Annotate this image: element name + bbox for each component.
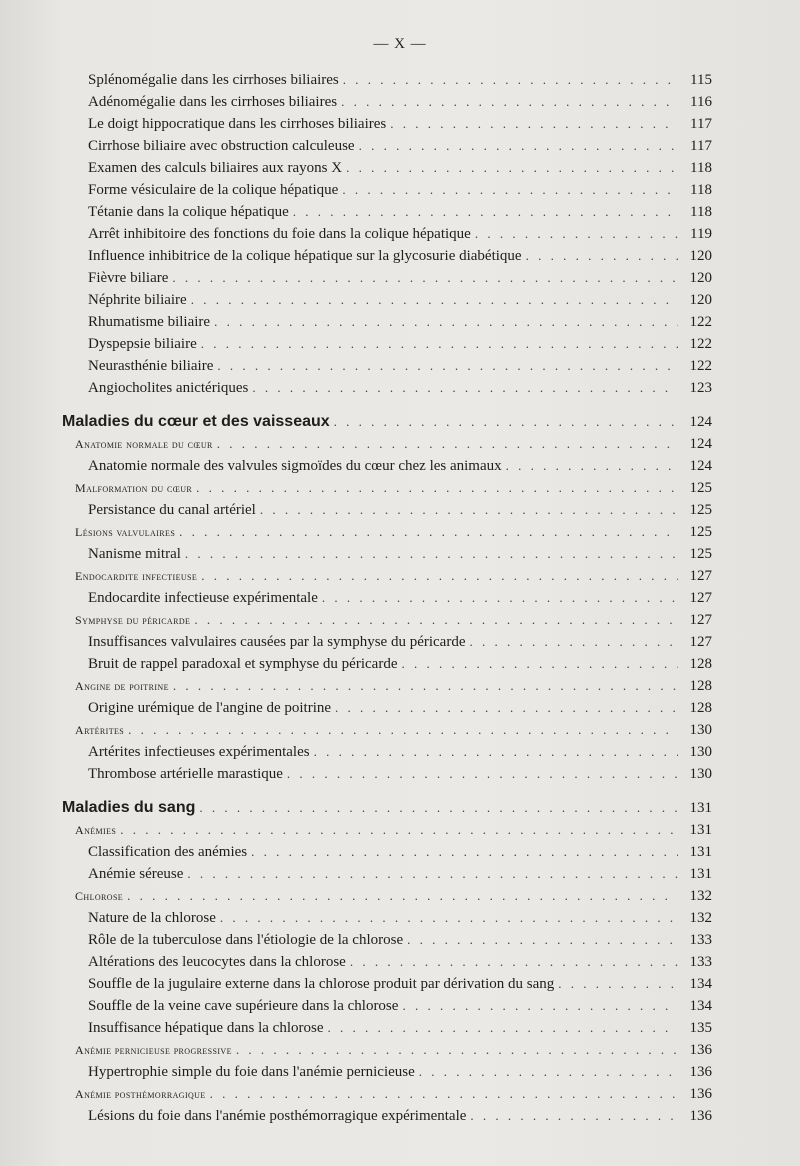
toc-entry xyxy=(62,91,712,113)
entry-label: Origine urémique de l'angine de poitrine xyxy=(88,700,332,716)
category-entry xyxy=(62,885,712,907)
entry-label: Nanisme mitral xyxy=(88,546,181,562)
page-number: 118 xyxy=(690,182,712,198)
page-number: 127 xyxy=(689,568,712,584)
entry-label: Thrombose artérielle marastique xyxy=(88,766,283,782)
toc-entry xyxy=(62,377,712,399)
page-number: 133 xyxy=(689,932,712,948)
toc-entry xyxy=(62,863,712,885)
entry-label: Neurasthénie biliaire xyxy=(88,358,214,374)
entry-label: Adénomégalie dans les cirrhoses biliaires xyxy=(88,94,338,110)
page-number: 128 xyxy=(689,656,712,672)
dot-leader xyxy=(201,565,678,587)
entry-label: Anémie posthémorragique xyxy=(75,1087,206,1101)
page-number: 120 xyxy=(689,292,712,308)
toc-entry xyxy=(62,179,712,201)
page-number: 115 xyxy=(690,72,712,88)
page-number: 134 xyxy=(689,998,712,1014)
entry-label: Souffle de la veine cave supérieure dans la chlorose xyxy=(88,998,399,1014)
entry-label: Artérites xyxy=(75,723,125,737)
dot-leader xyxy=(251,841,678,863)
page-number: 130 xyxy=(689,766,712,782)
page-number: 124 xyxy=(689,458,712,474)
page-number: 128 xyxy=(689,678,712,694)
dot-leader xyxy=(335,697,678,719)
dot-leader xyxy=(506,455,678,477)
page-number: 125 xyxy=(689,546,712,562)
category-entry xyxy=(62,565,712,587)
entry-label: Anémie pernicieuse progressive xyxy=(75,1043,232,1057)
dot-leader xyxy=(475,223,678,245)
page-number: 116 xyxy=(690,94,712,110)
dot-leader xyxy=(327,1017,678,1039)
toc-entry xyxy=(62,1061,712,1083)
entry-label: Lésions du foie dans l'anémie posthémorragique expérimentale xyxy=(88,1108,467,1124)
dot-leader xyxy=(287,763,678,785)
page-number: 133 xyxy=(689,954,712,970)
entry-label: Nature de la chlorose xyxy=(88,910,216,926)
toc-entry xyxy=(62,1017,712,1039)
entry-label: Bruit de rappel paradoxal et symphyse du péricarde xyxy=(88,656,398,672)
entry-label: Chlorose xyxy=(75,889,124,903)
category-entry xyxy=(62,433,712,455)
entry-label: Anémies xyxy=(75,823,117,837)
page-number: 123 xyxy=(689,380,712,396)
dot-leader xyxy=(470,631,679,653)
toc-entry xyxy=(62,245,712,267)
toc-entry xyxy=(62,69,712,91)
page-number: 127 xyxy=(689,612,712,628)
dot-leader xyxy=(470,1105,678,1127)
entry-label: Angine de poitrine xyxy=(75,679,169,693)
dot-leader xyxy=(201,333,678,355)
dot-leader xyxy=(526,245,678,267)
page-number: 120 xyxy=(689,270,712,286)
toc-entry xyxy=(62,587,712,609)
dot-leader xyxy=(558,973,678,995)
page-number: 131 xyxy=(689,866,712,882)
toc-entry xyxy=(62,841,712,863)
dot-leader xyxy=(210,1083,678,1105)
dot-leader xyxy=(217,433,678,455)
page-number: 128 xyxy=(689,700,712,716)
toc-entry xyxy=(62,333,712,355)
toc-entry xyxy=(62,929,712,951)
dot-leader xyxy=(191,289,678,311)
section-heading xyxy=(62,797,712,819)
toc-entry xyxy=(62,763,712,785)
entry-label: Insuffisances valvulaires causées par la symphyse du péricarde xyxy=(88,634,466,650)
page-number: 136 xyxy=(689,1108,712,1124)
page-number: 122 xyxy=(689,314,712,330)
page-number: 125 xyxy=(689,524,712,540)
entry-label: Examen des calculs biliaires aux rayons X xyxy=(88,160,343,176)
page-number: 136 xyxy=(689,1086,712,1102)
page-header: — X — xyxy=(373,36,427,52)
page-number: 117 xyxy=(690,138,712,154)
dot-leader xyxy=(173,675,678,697)
toc-entry xyxy=(62,543,712,565)
page-number: 120 xyxy=(689,248,712,264)
entry-label: Altérations des leucocytes dans la chlorose xyxy=(88,954,346,970)
page-number: 125 xyxy=(689,480,712,496)
dot-leader xyxy=(185,543,678,565)
dot-leader xyxy=(194,609,678,631)
category-entry xyxy=(62,675,712,697)
dot-leader xyxy=(187,863,678,885)
entry-label: Anatomie normale des valvules sigmoïdes du cœur chez les animaux xyxy=(88,458,502,474)
page-number: 118 xyxy=(690,160,712,176)
dot-leader xyxy=(252,377,678,399)
dot-leader xyxy=(322,587,678,609)
page-number: 124 xyxy=(689,436,712,452)
table-of-contents xyxy=(62,69,712,1127)
entry-label: Souffle de la jugulaire externe dans la chlorose produit par dérivation du sang xyxy=(88,976,555,992)
entry-label: Cirrhose biliaire avec obstruction calculeuse xyxy=(88,138,355,154)
page-number: 124 xyxy=(689,414,712,430)
entry-label: Maladies du cœur et des vaisseaux xyxy=(62,413,330,430)
category-entry xyxy=(62,609,712,631)
dot-leader xyxy=(214,311,678,333)
entry-label: Fièvre biliare xyxy=(88,270,169,286)
page-number: 131 xyxy=(689,800,712,816)
toc-entry xyxy=(62,113,712,135)
dot-leader xyxy=(217,355,678,377)
entry-label: Lésions valvulaires xyxy=(75,525,176,539)
toc-entry xyxy=(62,631,712,653)
dot-leader xyxy=(260,499,678,521)
entry-label: Néphrite biliaire xyxy=(88,292,187,308)
page-number: 131 xyxy=(689,844,712,860)
entry-label: Arrêt inhibitoire des fonctions du foie dans la colique hépatique xyxy=(88,226,471,242)
entry-label: Endocardite infectieuse expérimentale xyxy=(88,590,318,606)
entry-label: Hypertrophie simple du foie dans l'anémie pernicieuse xyxy=(88,1064,415,1080)
page-number: 119 xyxy=(690,226,712,242)
entry-label: Anémie séreuse xyxy=(88,866,184,882)
entry-label: Rôle de la tuberculose dans l'étiologie de la chlorose xyxy=(88,932,404,948)
entry-label: Influence inhibitrice de la colique hépatique sur la glycosurie diabétique xyxy=(88,248,522,264)
toc-entry xyxy=(62,223,712,245)
entry-label: Rhumatisme biliaire xyxy=(88,314,211,330)
toc-entry xyxy=(62,267,712,289)
category-entry xyxy=(62,521,712,543)
entry-label: Le doigt hippocratique dans les cirrhoses biliaires xyxy=(88,116,387,132)
page-number: 125 xyxy=(689,502,712,518)
dot-leader xyxy=(128,719,678,741)
page-number: 132 xyxy=(689,888,712,904)
toc-entry xyxy=(62,697,712,719)
toc-entry xyxy=(62,499,712,521)
toc-entry xyxy=(62,289,712,311)
page-number: 122 xyxy=(689,336,712,352)
page-number: 134 xyxy=(689,976,712,992)
toc-entry xyxy=(62,355,712,377)
toc-entry xyxy=(62,1105,712,1127)
category-entry xyxy=(62,1039,712,1061)
dot-leader xyxy=(220,907,678,929)
dot-leader xyxy=(236,1039,678,1061)
dot-leader xyxy=(293,201,678,223)
entry-label: Anatomie normale du cœur xyxy=(75,437,213,451)
section-heading xyxy=(62,411,712,433)
entry-label: Malformation du cœur xyxy=(75,481,193,495)
entry-label: Tétanie dans la colique hépatique xyxy=(88,204,289,220)
toc-entry xyxy=(62,311,712,333)
category-entry xyxy=(62,477,712,499)
entry-label: Forme vésiculaire de la colique hépatique xyxy=(88,182,339,198)
entry-label: Persistance du canal artériel xyxy=(88,502,256,518)
dot-leader xyxy=(341,91,678,113)
dot-leader xyxy=(359,135,678,157)
page-number: 130 xyxy=(689,744,712,760)
toc-entry xyxy=(62,455,712,477)
toc-entry xyxy=(62,741,712,763)
page-number: 127 xyxy=(689,634,712,650)
toc-entry xyxy=(62,157,712,179)
page-number: 118 xyxy=(690,204,712,220)
toc-entry xyxy=(62,973,712,995)
page-number: 130 xyxy=(689,722,712,738)
dot-leader xyxy=(334,411,678,433)
category-entry xyxy=(62,1083,712,1105)
dot-leader xyxy=(314,741,678,763)
category-entry xyxy=(62,719,712,741)
dot-leader xyxy=(390,113,678,135)
dot-leader xyxy=(196,477,678,499)
dot-leader xyxy=(343,69,678,91)
dot-leader xyxy=(419,1061,678,1083)
dot-leader xyxy=(199,797,678,819)
dot-leader xyxy=(346,157,678,179)
toc-entry xyxy=(62,907,712,929)
toc-entry xyxy=(62,995,712,1017)
toc-entry xyxy=(62,653,712,675)
entry-label: Classification des anémies xyxy=(88,844,248,860)
entry-label: Maladies du sang xyxy=(62,799,196,816)
toc-entry xyxy=(62,201,712,223)
entry-label: Endocardite infectieuse xyxy=(75,569,198,583)
entry-label: Angiocholites anictériques xyxy=(88,380,249,396)
page-number: 132 xyxy=(689,910,712,926)
dot-leader xyxy=(342,179,678,201)
entry-label: Dyspepsie biliaire xyxy=(88,336,197,352)
dot-leader xyxy=(402,995,678,1017)
dot-leader xyxy=(120,819,678,841)
entry-label: Symphyse du péricarde xyxy=(75,613,191,627)
dot-leader xyxy=(407,929,678,951)
dot-leader xyxy=(172,267,678,289)
page-number: 136 xyxy=(689,1042,712,1058)
dot-leader xyxy=(350,951,678,973)
toc-entry xyxy=(62,135,712,157)
entry-label: Insuffisance hépatique dans la chlorose xyxy=(88,1020,324,1036)
page-number: 136 xyxy=(689,1064,712,1080)
page-number: 131 xyxy=(689,822,712,838)
dot-leader xyxy=(179,521,678,543)
category-entry xyxy=(62,819,712,841)
page-number: 135 xyxy=(689,1020,712,1036)
page-number: 127 xyxy=(689,590,712,606)
entry-label: Artérites infectieuses expérimentales xyxy=(88,744,310,760)
page-number: 122 xyxy=(689,358,712,374)
dot-leader xyxy=(127,885,678,907)
toc-entry xyxy=(62,951,712,973)
entry-label: Splénomégalie dans les cirrhoses biliaires xyxy=(88,72,339,88)
page-number: 117 xyxy=(690,116,712,132)
dot-leader xyxy=(401,653,678,675)
